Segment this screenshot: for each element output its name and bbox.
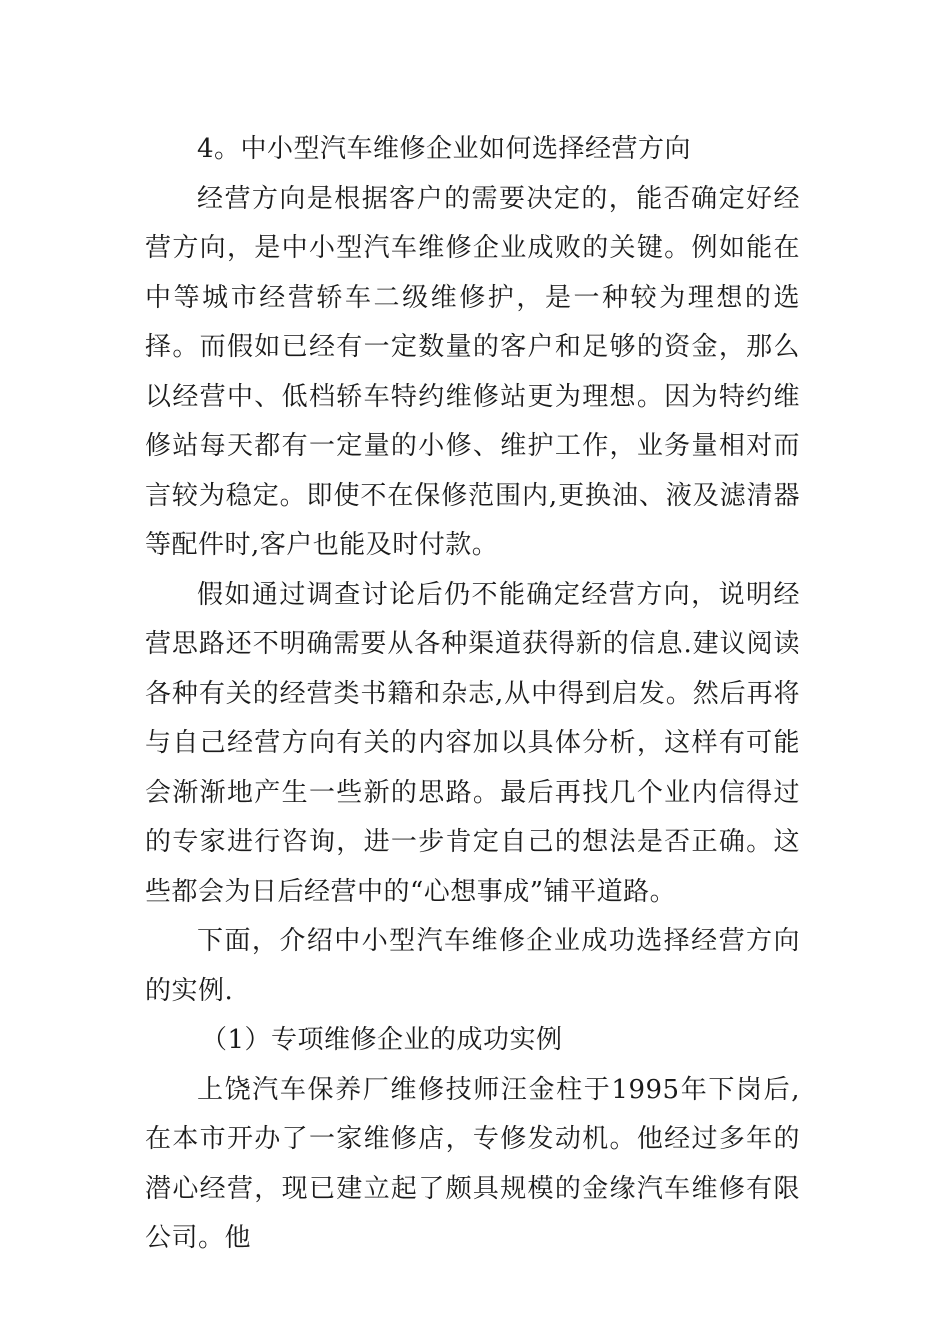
section-heading: 4。中小型汽车维修企业如何选择经营方向 (197, 134, 692, 164)
paragraph-examples-intro: 下面，介绍中小型汽车维修企业成功选择经营方向的实例. (145, 926, 800, 1006)
subsection-heading: （1）专项维修企业的成功实例 (201, 1025, 563, 1055)
paragraph-case-study: 上饶汽车保养厂维修技师汪金柱于1995年下岗后,在本市开办了一家维修店，专修发动机。他经过多年的潜心经营，现已建立起了颇具规模的金缘汽车维修有限公司。他 (145, 1074, 800, 1253)
paragraph-business-direction: 经营方向是根据客户的需要决定的，能否确定好经营方向，是中小型汽车维修企业成败的关键。例如能在中等城市经营轿车二级维修护，是一种较为理想的选择。而假如已经有一定数量的客户和足够的资金，那么以经营中、低档轿车特约维修站更为理想。因为特约维修站每天都有一定量的小修、维护工作，业务量相对而言较为稳定。即使不在保修范围内,更换油、液及滤清器等配件时,客户也能及时付款。 (145, 183, 800, 560)
document-body (145, 125, 800, 1264)
paragraph-research-advice: 假如通过调查讨论后仍不能确定经营方向，说明经营思路还不明确需要从各种渠道获得新的信息.建议阅读各种有关的经营类书籍和杂志,从中得到启发。然后再将与自己经营方向有关的内容加以具体分析，这样有可能会渐渐地产生一些新的思路。最后再找几个业内信得过的专家进行咨询，进一步肯定自己的想法是否正确。这些都会为日后经营中的“心想事成”铺平道路。 (145, 579, 800, 907)
